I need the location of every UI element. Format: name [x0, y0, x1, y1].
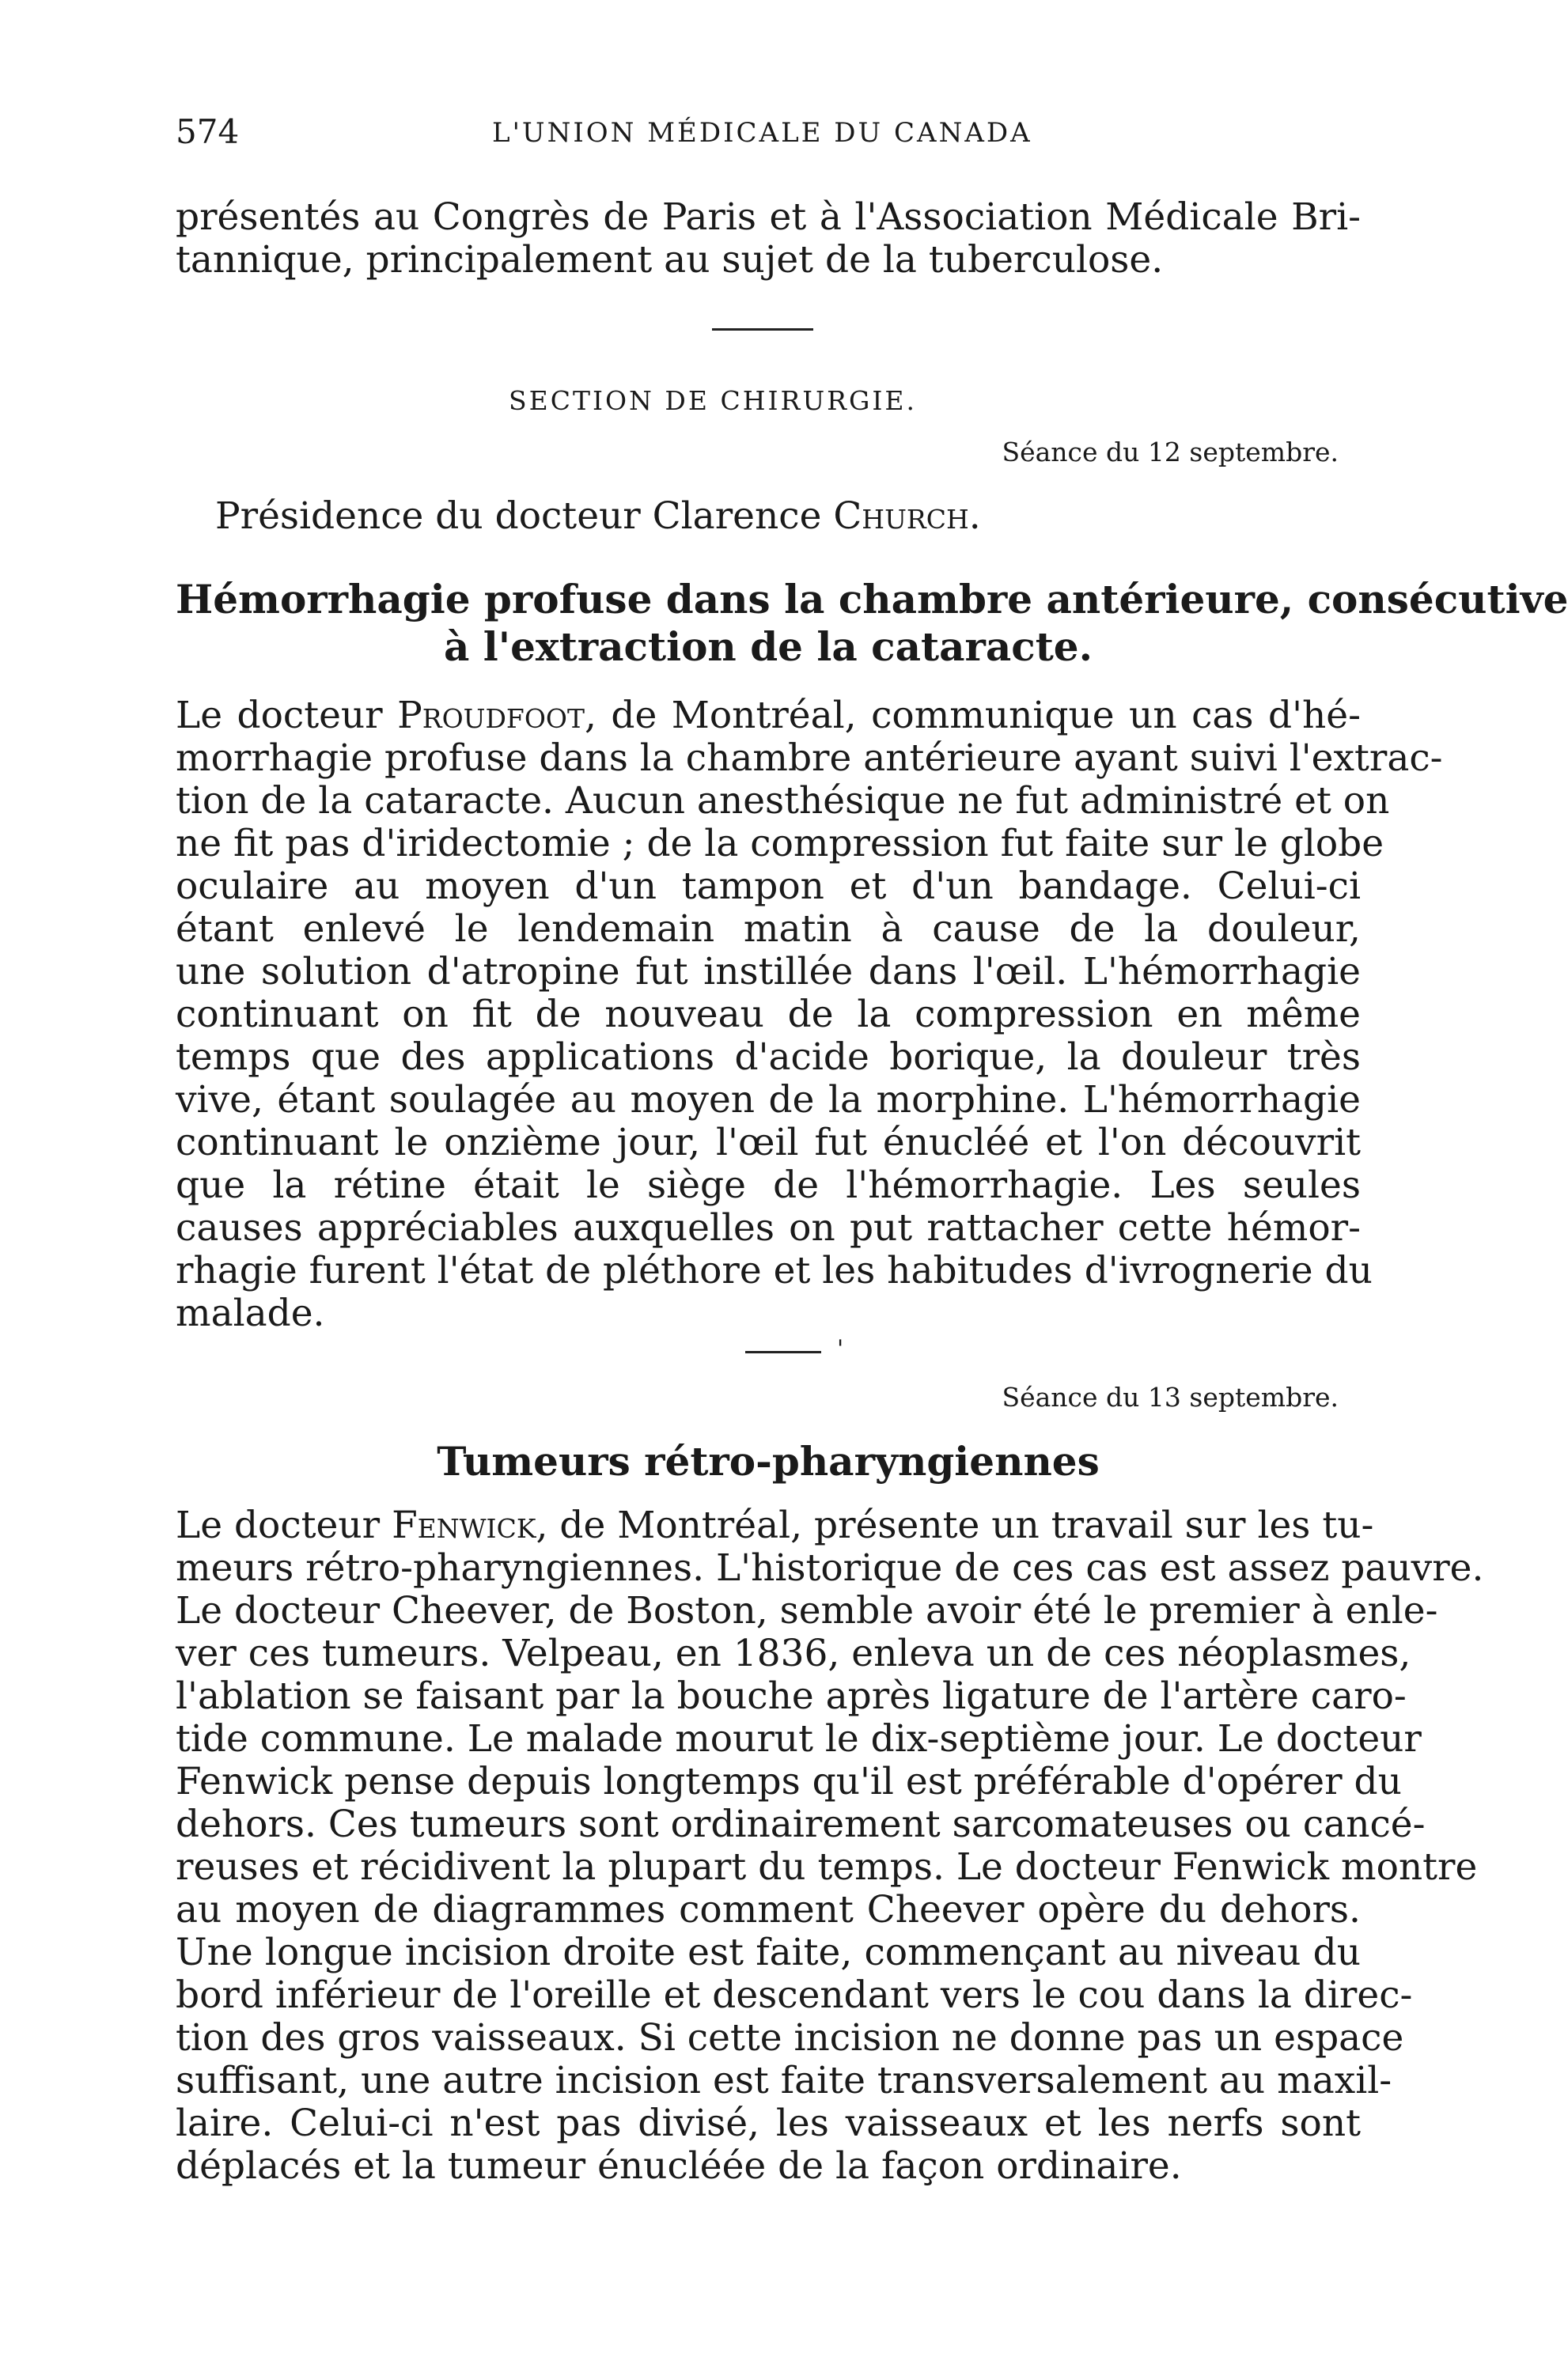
article-body: [176, 1504, 1484, 2188]
text-line: rhagie furent l'état de pléthore et les habitudes d'ivrognerie du: [176, 1249, 1373, 1292]
section-title: SECTION DE CHIRURGIE.: [509, 385, 917, 416]
text-line: suffisant, une autre incision est faite transversalement au maxil-: [176, 2059, 1392, 2102]
text-line: tide commune. Le malade mourut le dix-septième jour. Le docteur: [176, 1717, 1422, 1761]
text-line: que la rétine était le siège de l'hémorrhagie. Les seules: [176, 1164, 1361, 1207]
president-name: Church.: [833, 494, 981, 538]
text-line: [176, 1504, 1374, 1547]
text-segment: Le docteur: [176, 694, 398, 737]
text-line: vive, étant soulagée au moyen de la morphine. L'hémorrhagie: [176, 1078, 1361, 1122]
text-line: continuant le onzième jour, l'œil fut énucléé et l'on découvrit: [176, 1121, 1361, 1164]
page-number: 574: [176, 112, 240, 151]
text-line: présentés au Congrès de Paris et à l'Association Médicale Bri-: [176, 195, 1361, 239]
text-line: oculaire au moyen d'un tampon et d'un bandage. Celui-ci: [176, 865, 1361, 908]
title-line: à l'extraction de la cataracte.: [443, 623, 1093, 670]
text-line: tion des gros vaisseaux. Si cette incision ne donne pas un espace: [176, 2016, 1404, 2060]
text-line: Le docteur Cheever, de Boston, semble avoir été le premier à enle-: [176, 1589, 1438, 1633]
session-date: Séance du 13 septembre.: [1002, 1382, 1339, 1413]
text-line: tannique, principalement au sujet de la tuberculose.: [176, 238, 1164, 282]
text-line: Fenwick pense depuis longtemps qu'il est préférable d'opérer du: [176, 1760, 1402, 1803]
text-line: ver ces tumeurs. Velpeau, en 1836, enleva un de ces néoplasmes,: [176, 1632, 1411, 1675]
text-line: une solution d'atropine fut instillée dans l'œil. L'hémorrhagie: [176, 950, 1361, 993]
page-header: [176, 112, 1362, 160]
text-segment: , de Montréal, communique un cas d'hé-: [584, 694, 1361, 737]
author-name: Fenwick: [392, 1504, 536, 1547]
text-line: ne fit pas d'iridectomie ; de la compression fut faite sur le globe: [176, 822, 1384, 865]
session-date: Séance du 12 septembre.: [1002, 437, 1339, 467]
presidency-prefix: Présidence du docteur Clarence: [215, 494, 834, 538]
text-line: continuant on fit de nouveau de la compression en même: [176, 993, 1361, 1036]
text-line: morrhagie profuse dans la chambre antérieure ayant suivi l'extrac-: [176, 736, 1443, 780]
text-line: [176, 694, 1361, 737]
text-line: causes appréciables auxquelles on put rattacher cette hémor-: [176, 1206, 1361, 1250]
text-line: temps que des applications d'acide borique, la douleur très: [176, 1035, 1361, 1079]
article-body: [176, 694, 1443, 1335]
title-line: Tumeurs rétro-pharyngiennes: [437, 1438, 1100, 1485]
separator-rule: [712, 328, 813, 331]
presidency-line: [215, 494, 981, 538]
text-segment: Le docteur: [176, 1504, 392, 1547]
text-line: l'ablation se faisant par la bouche après ligature de l'artère caro-: [176, 1674, 1407, 1718]
article-title: [176, 1438, 1361, 1485]
article-title: [176, 576, 1568, 671]
text-line: dehors. Ces tumeurs sont ordinairement sarcomateuses ou cancé-: [176, 1803, 1426, 1846]
text-line: reuses et récidivent la plupart du temps. Le docteur Fenwick montre: [176, 1845, 1478, 1889]
text-line: malade.: [176, 1292, 325, 1335]
author-name: Proudfoot: [397, 694, 585, 737]
intro-paragraph: [176, 196, 1361, 282]
separator-rule: [745, 1351, 821, 1353]
text-line: bord inférieur de l'oreille et descendant vers le cou dans la direc-: [176, 1973, 1413, 2017]
text-line: tion de la cataracte. Aucun anesthésique ne fut administré et on: [176, 779, 1390, 823]
text-segment: , de Montréal, présente un travail sur les tu-: [536, 1504, 1374, 1547]
text-line: déplacés et la tumeur énucléée de la façon ordinaire.: [176, 2144, 1182, 2188]
print-mark: ': [837, 1335, 844, 1363]
text-line: laire. Celui-ci n'est pas divisé, les vaisseaux et les nerfs sont: [176, 2102, 1361, 2145]
text-line: étant enlevé le lendemain matin à cause de la douleur,: [176, 907, 1361, 951]
running-title: L'UNION MÉDICALE DU CANADA: [492, 117, 1032, 149]
text-line: meurs rétro-pharyngiennes. L'historique de ces cas est assez pauvre.: [176, 1546, 1484, 1590]
text-line: Une longue incision droite est faite, commençant au niveau du: [176, 1931, 1361, 1974]
title-line: Hémorrhagie profuse dans la chambre antérieure, consécutive: [176, 576, 1568, 622]
text-line: au moyen de diagrammes comment Cheever opère du dehors.: [176, 1888, 1361, 1932]
